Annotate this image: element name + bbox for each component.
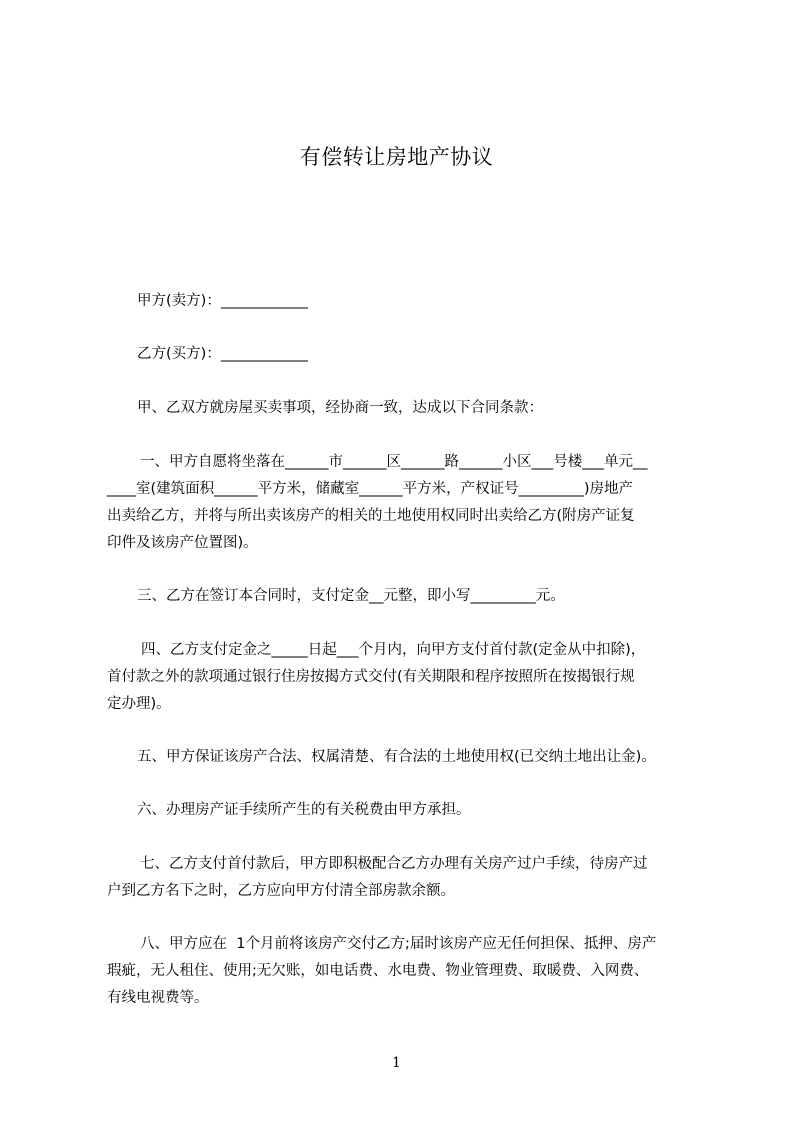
clause-8-line-1: 八、甲方应在 1个月前将该房产交付乙方;届时该房产应无任何担保、抵押、房产 — [140, 936, 657, 952]
clause-4-line-2: 首付款之外的款项通过银行住房按揭方式交付(有关期限和程序按照所在按揭银行规 — [107, 669, 635, 685]
clause-1-line-3: 出卖给乙方，并将与所出卖该房产的相关的土地使用权同时出卖给乙方(附房产证复 — [107, 508, 635, 524]
clause-7-line-2: 户到乙方名下之时，乙方应向甲方付清全部房款余额。 — [107, 883, 455, 899]
clause-8-line-2: 瑕疵，无人租住、使用;无欠账，如电话费、水电费、物业管理费、取暖费、入网费、 — [107, 963, 649, 979]
clause-8-line-3: 有线电视费等。 — [107, 990, 209, 1006]
party-b-line: 乙方(买方)：____________ — [137, 346, 308, 362]
clause-1-line-4: 印件及该房产位置图)。 — [107, 535, 258, 551]
clause-3-paragraph: 三、乙方在签订本合同时，支付定金__元整，即小写_________元。 — [137, 588, 565, 604]
intro-paragraph: 甲、乙双方就房屋买卖事项，经协商一致，达成以下合同条款： — [137, 400, 543, 416]
party-a-line: 甲方(卖方)：____________ — [137, 293, 308, 309]
clause-6-paragraph: 六、办理房产证手续所产生的有关税费由甲方承担。 — [137, 802, 471, 818]
clause-5-paragraph: 五、甲方保证该房产合法、权属清楚、有合法的土地使用权(已交纳土地出让金)。 — [137, 749, 656, 765]
clause-1-line-2: ____室(建筑面积______平方米，储藏室______平方米，产权证号_________)房地产 — [107, 481, 634, 497]
page-number: 1 — [392, 1055, 401, 1071]
clause-1-line-1: 一、甲方自愿将坐落在______市______区______路______小区___号楼___单元__ — [140, 454, 648, 470]
clause-4-line-3: 定办理)。 — [107, 696, 171, 712]
clause-7-line-1: 七、乙方支付首付款后，甲方即积极配合乙方办理有关房产过户手续，待房产过 — [140, 856, 648, 872]
clause-4-line-1: 四、乙方支付定金之_____日起___个月内，向甲方支付首付款(定金从中扣除)， — [141, 642, 646, 658]
document-title: 有偿转让房地产协议 — [299, 145, 494, 169]
